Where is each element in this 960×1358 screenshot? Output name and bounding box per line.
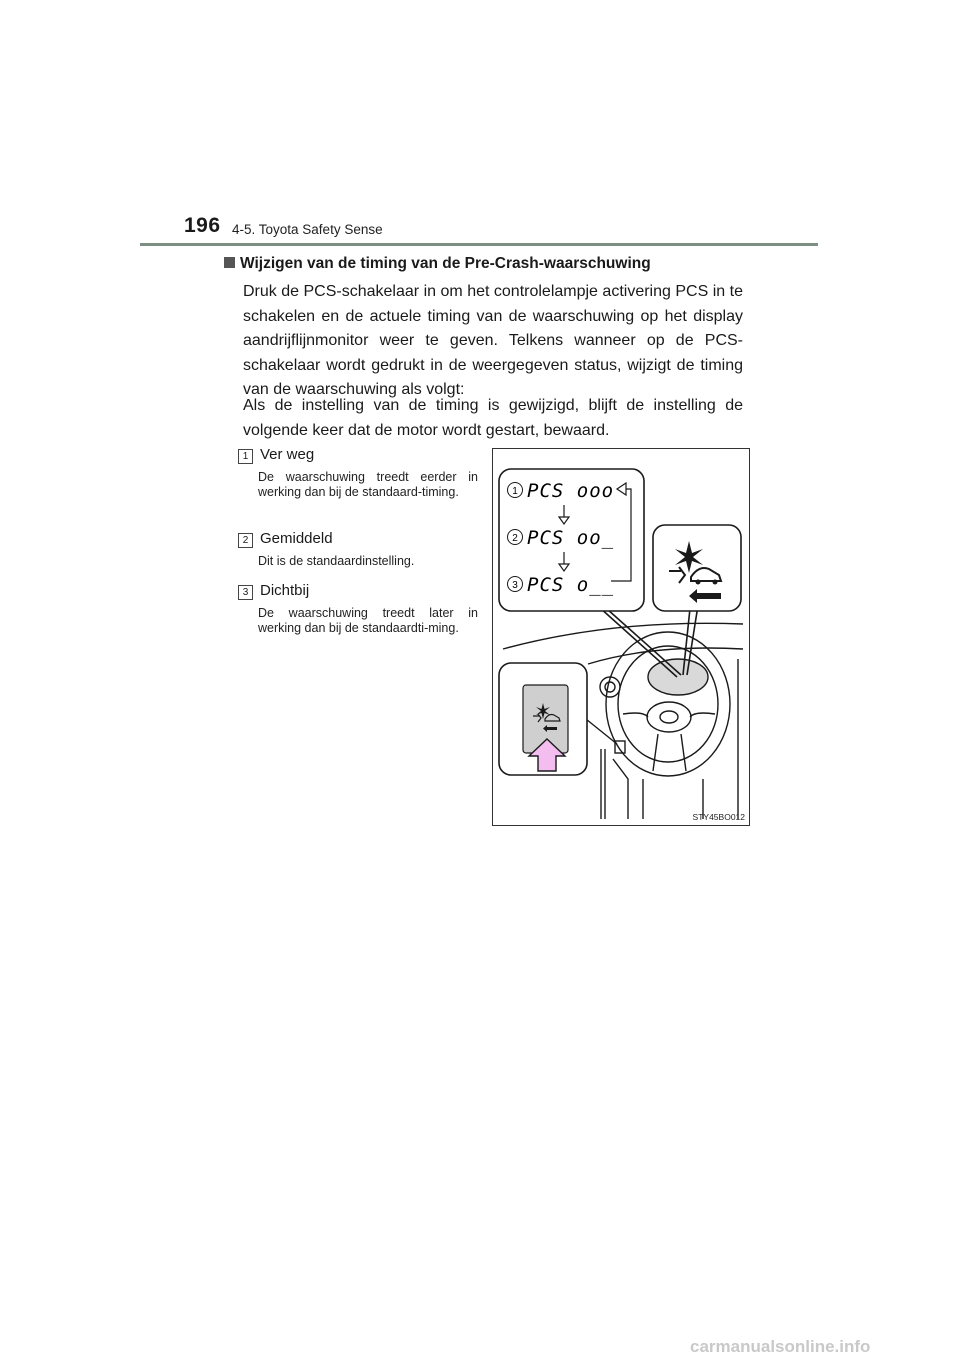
paragraph-2: Als de instelling van de timing is gewijzigd, blijft de instelling de volgende keer dat de motor wordt gestart, bewaard. xyxy=(243,397,743,439)
header-rule xyxy=(140,243,818,246)
item-label: Dichtbij xyxy=(260,582,310,599)
display-line-medium: PCS oo_ xyxy=(527,527,615,549)
item-label: Ver weg xyxy=(260,446,315,463)
item-label: Gemiddeld xyxy=(260,530,333,547)
display-number: 1 xyxy=(512,486,518,497)
illustration-svg xyxy=(493,449,749,825)
page-number: 196 xyxy=(184,214,221,237)
display-number: 2 xyxy=(512,533,518,544)
item-number: 3 xyxy=(238,585,253,600)
item-description: De waarschuwing treedt eerder in werking dan bij de standaard-timing. xyxy=(258,470,478,499)
display-line-near: PCS o__ xyxy=(527,574,615,596)
watermark: carmanualsonline.info xyxy=(690,1337,871,1356)
square-bullet-icon xyxy=(224,257,235,268)
item-description: De waarschuwing treedt later in werking dan bij de standaardti-ming. xyxy=(258,606,478,635)
paragraph-1: Druk de PCS-schakelaar in om het controlelampje activering PCS in te schakelen en de actuele timing van de waarschuwing op het display aandrijflijnmonitor weer te geven. Telkens wanneer op de PCS-schakelaar wordt gedrukt in de weergegeven status, wijzigt de timing van de waarschuwing als volgt: xyxy=(243,283,743,398)
display-line-far: PCS ooo xyxy=(527,480,615,502)
pcs-illustration xyxy=(492,448,750,826)
leader-line xyxy=(599,607,677,677)
display-number: 3 xyxy=(512,580,518,591)
leader-line xyxy=(607,609,681,675)
figure-code: STY45BO012 xyxy=(692,812,745,822)
item-number: 1 xyxy=(238,449,253,464)
item-number: 2 xyxy=(238,533,253,548)
item-description: Dit is de standaardinstelling. xyxy=(258,554,415,568)
subheading xyxy=(224,255,651,273)
section-title: 4-5. Toyota Safety Sense xyxy=(232,222,383,237)
subheading-text: Wijzigen van de timing van de Pre-Crash-waarschuwing xyxy=(240,255,651,272)
